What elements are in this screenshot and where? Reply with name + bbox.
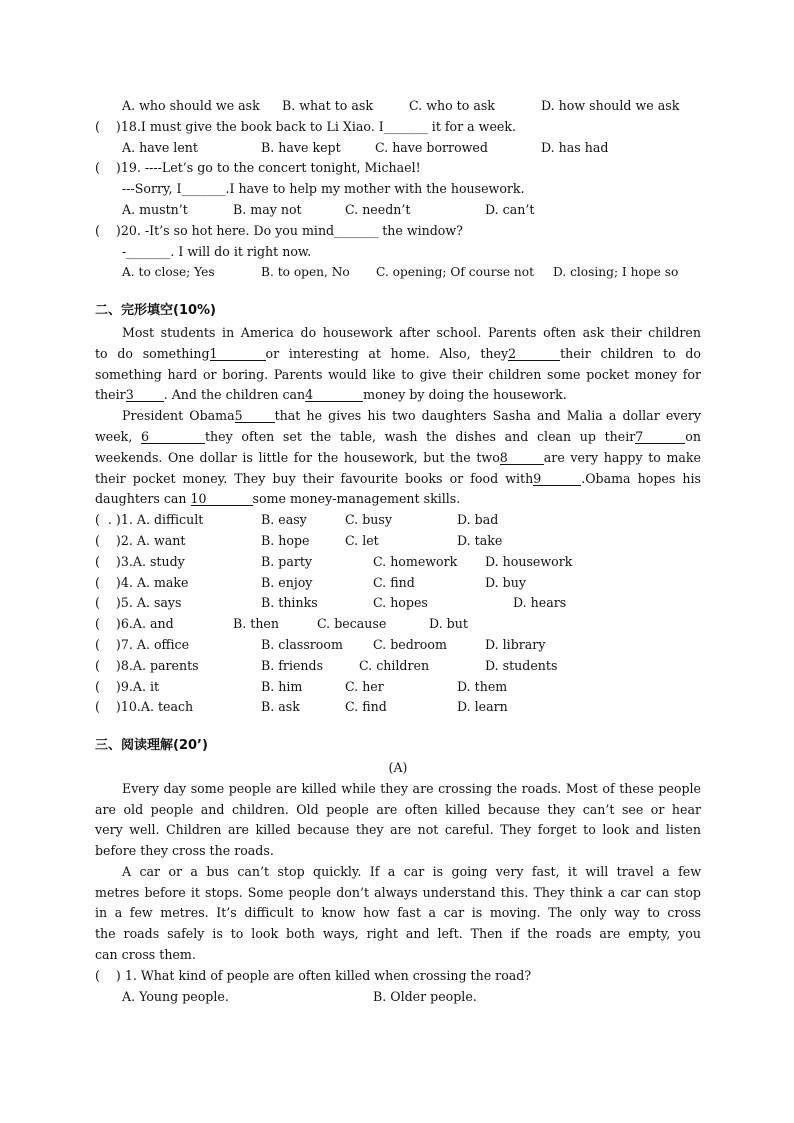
option-a: A. Young people. [122, 988, 229, 1004]
q20-options [95, 262, 701, 283]
option-d: D. how should we ask [541, 98, 680, 113]
option-b: B. have kept [261, 139, 341, 155]
option-c: C. needn’t [345, 201, 411, 217]
cloze-question: ( . )1. A. difficult B. easy C. busy D. bad [95, 512, 499, 528]
question-19-reply: ---Sorry, I_______.I have to help my mother with the housework. [122, 181, 525, 197]
cloze-questions [95, 510, 701, 718]
option-d: D. has had [541, 139, 609, 155]
blank-4: 4 [305, 386, 363, 402]
exam-page [95, 96, 701, 1007]
cloze-question: ( )2. A. want B. hope C. let D. take [95, 532, 503, 548]
blank-10: 10 [191, 490, 253, 506]
passage-p2-line: the roads safely is to look both ways, right and left. Then if the roads are empty, you [95, 926, 701, 942]
blank-9: 9 [533, 470, 581, 486]
blank-8: 8 [500, 449, 544, 465]
passage-p2-line: can cross them. [95, 947, 196, 963]
cloze-question: ( )10.A. teach B. ask C. find D. learn [95, 699, 508, 715]
question-18-stem: ( )18.I must give the book back to Li Xiao. I_______ it for a week. [95, 118, 516, 134]
cloze-p2-line1: President Obama5 that he gives his two daughters Sasha and Malia a dollar every [122, 408, 701, 424]
q18-options [95, 138, 701, 159]
passage-p2-line: metres before it stops. Some people don’t always understand this. They think a car can stop [95, 884, 701, 900]
blank-1: 1 [210, 345, 266, 361]
passage-p2-line: in a few metres. It’s difficult to know how fast a car is moving. The only way to cross [95, 905, 701, 921]
cloze-p1-line1: Most students in America do housework after school. Parents often ask their children [122, 324, 701, 340]
cloze-question: ( )3.A. study B. party C. homework D. housework [95, 553, 573, 569]
cloze-question: ( )8.A. parents B. friends C. children D. students [95, 657, 558, 673]
option-a: A. to close; Yes [122, 265, 215, 280]
option-d: D. can’t [485, 201, 535, 217]
cloze-p2-line5: daughters can 10 some money-management skills. [95, 491, 461, 507]
cloze-question: ( )4. A. make B. enjoy C. find D. buy [95, 574, 526, 590]
cloze-p1-line3: something hard or boring. Parents would like to give their children some pocket money for [95, 366, 701, 382]
blank-3: 3 [126, 386, 164, 402]
option-c: C. have borrowed [375, 139, 488, 155]
passage-p1-line: very well. Children are killed because they are not careful. They forget to look and listen [95, 822, 701, 838]
cloze-question: ( )5. A. says B. thinks C. hopes D. hears [95, 595, 567, 611]
option-b: B. may not [233, 201, 302, 217]
option-b: B. what to ask [282, 98, 373, 113]
blank-5: 5 [235, 407, 275, 423]
option-c: C. who to ask [409, 98, 495, 113]
option-a: A. have lent [122, 139, 198, 155]
q17-options [95, 96, 701, 117]
option-a: A. mustn’t [122, 201, 188, 217]
option-c: C. opening; Of course not [376, 265, 535, 280]
cloze-p1-line4: their3 . And the children can4 money by doing the housework. [95, 387, 567, 403]
question-20-stem: ( )20. -It’s so hot here. Do you mind_______ the window? [95, 222, 463, 238]
option-b: B. to open, No [261, 265, 350, 280]
cloze-question: ( )6.A. and B. then C. because D. but [95, 616, 468, 632]
cloze-question: ( )7. A. office B. classroom C. bedroom D. library [95, 636, 546, 652]
section-3-title: 三、阅读理解(20’) [95, 738, 208, 754]
blank-6: 6 [141, 428, 205, 444]
cloze-p2-line2: week, 6 they often set the table, wash the dishes and clean up their7 on [95, 428, 701, 444]
cloze-p2-line4: their pocket money. They buy their favourite books or food with9 .Obama hopes his [95, 470, 701, 486]
option-b: B. Older people. [373, 988, 477, 1004]
blank-2: 2 [508, 345, 560, 361]
passage-p1-line: are old people and children. Old people are often killed because they can’t see or hear [95, 801, 701, 817]
passage-p1-line: Every day some people are killed while they are crossing the roads. Most of these people [122, 780, 701, 796]
reading-question-1-stem: ( ) 1. What kind of people are often killed when crossing the road? [95, 967, 532, 983]
question-19-stem: ( )19. ----Let’s go to the concert tonight, Michael! [95, 160, 421, 176]
passage-p1-line: before they cross the roads. [95, 843, 274, 859]
section-2-title: 二、完形填空(10%) [95, 303, 216, 319]
cloze-p1-line2: to do something1 or interesting at home. Also, they2 their children to do [95, 345, 701, 361]
blank-7: 7 [635, 428, 685, 444]
passage-p2-line: A car or a bus can’t stop quickly. If a car is going very fast, it will travel a few [122, 863, 701, 879]
q19-options [95, 200, 701, 221]
passage-label: (A) [388, 759, 408, 775]
option-d: D. closing; I hope so [553, 265, 679, 280]
question-20-reply: -_______. I will do it right now. [122, 243, 312, 259]
option-a: A. who should we ask [122, 98, 260, 113]
reading-q1-options [95, 987, 701, 1008]
cloze-p2-line3: weekends. One dollar is little for the housework, but the two8 are very happy to make [95, 449, 701, 465]
cloze-question: ( )9.A. it B. him C. her D. them [95, 678, 508, 694]
